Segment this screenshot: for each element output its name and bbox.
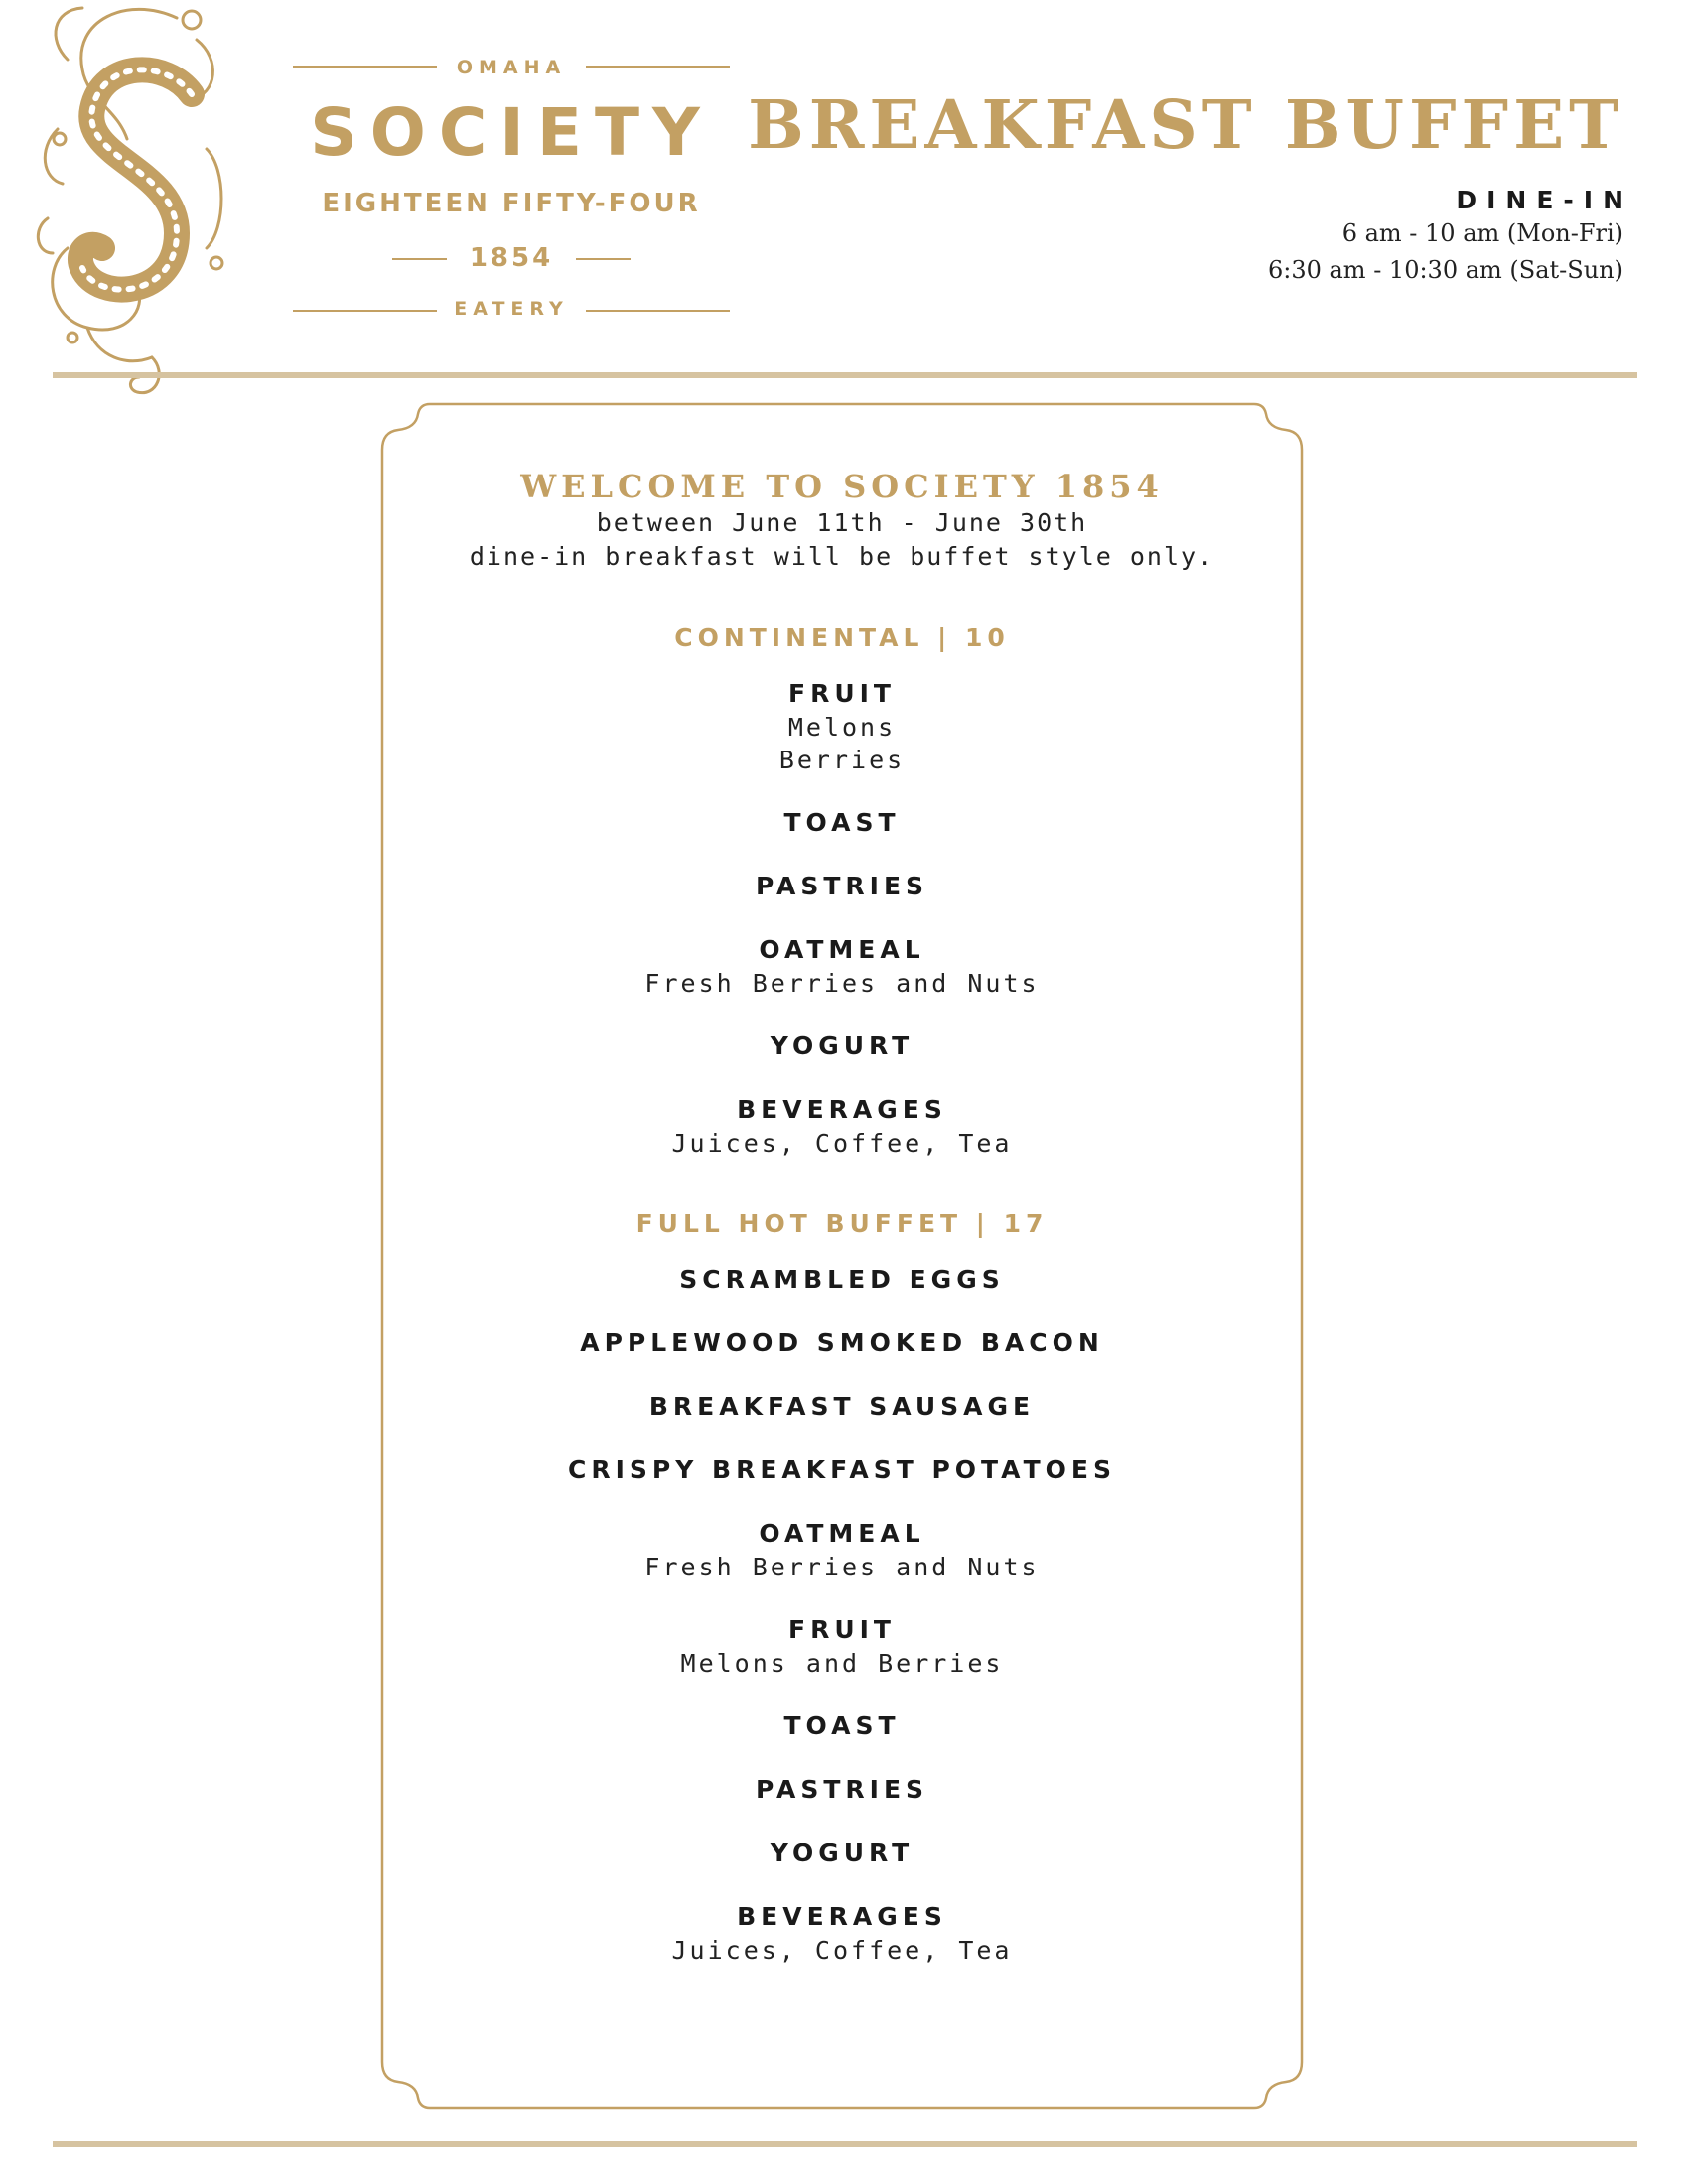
menu-item-name: APPLEWOOD SMOKED BACON [580, 1328, 1104, 1357]
menu-item [380, 1709, 1304, 1743]
welcome-line: between June 11th - June 30th [596, 508, 1088, 537]
menu-item [380, 1029, 1304, 1063]
welcome-line: dine-in breakfast will be buffet style only. [469, 542, 1215, 571]
menu-item [380, 1390, 1304, 1424]
section-title: FULL HOT BUFFET | 17 [635, 1209, 1049, 1238]
menu-item-name: BREAKFAST SAUSAGE [648, 1392, 1036, 1421]
menu-item [380, 870, 1304, 903]
menu-item-name: YOGURT [770, 1839, 914, 1867]
welcome-title: WELCOME TO SOCIETY 1854 [520, 468, 1164, 505]
menu-item [380, 1326, 1304, 1360]
logo-tagline: EIGHTEEN FIFTY-FOUR [322, 189, 701, 218]
hours-weekend: 6:30 am - 10:30 am (Sat-Sun) [1267, 256, 1623, 284]
monogram-s-logo [28, 0, 236, 407]
menu-item [380, 1263, 1304, 1297]
section-title: CONTINENTAL | 10 [674, 623, 1010, 652]
menu-item-name: FRUIT [788, 1615, 896, 1644]
menu-item [380, 1517, 1304, 1583]
logo-society: SOCIETY [310, 94, 713, 171]
menu-item-description: Juices, Coffee, Tea [671, 1129, 1013, 1158]
menu-item-name: SCRAMBLED EGGS [679, 1265, 1005, 1294]
menu-item [380, 1773, 1304, 1807]
menu-content [380, 467, 1304, 1996]
menu-item [380, 1093, 1304, 1160]
menu-item [380, 1453, 1304, 1487]
menu-item [380, 1613, 1304, 1680]
menu-item-name: FRUIT [788, 679, 896, 708]
menu-item-name: PASTRIES [755, 1775, 929, 1804]
menu-item-description: Fresh Berries and Nuts [644, 1553, 1040, 1581]
menu-item [380, 806, 1304, 840]
menu-item [380, 933, 1304, 1000]
menu-item-description: Fresh Berries and Nuts [644, 969, 1040, 998]
footer-divider [53, 2141, 1637, 2147]
menu-item-description: Juices, Coffee, Tea [671, 1936, 1013, 1965]
service-type: DINE-IN [1456, 186, 1633, 214]
menu-item-description: Melons [787, 713, 897, 742]
menu-item-name: CRISPY BREAKFAST POTATOES [568, 1455, 1116, 1484]
menu-item-name: BEVERAGES [737, 1095, 947, 1124]
menu-item-description: Berries [778, 746, 906, 774]
menu-item-name: TOAST [783, 1711, 901, 1740]
menu-section [380, 1207, 1304, 1967]
menu-item-name: BEVERAGES [737, 1902, 947, 1931]
menu-section [380, 621, 1304, 1160]
menu-item-name: YOGURT [770, 1031, 914, 1060]
menu-item [380, 1900, 1304, 1967]
menu-item-name: TOAST [783, 808, 901, 837]
header-divider [53, 372, 1637, 378]
society-logo [288, 50, 735, 338]
logo-year: 1854 [469, 243, 554, 273]
menu-item [380, 1837, 1304, 1870]
menu-item-name: OATMEAL [759, 935, 925, 964]
menu-item [380, 677, 1304, 776]
menu-title: BREAKFAST BUFFET [748, 85, 1623, 164]
menu-item-name: PASTRIES [755, 872, 929, 900]
hours-weekday: 6 am - 10 am (Mon-Fri) [1341, 219, 1623, 247]
logo-eatery: EATERY [454, 298, 569, 320]
logo-omaha: OMAHA [456, 57, 567, 78]
menu-item-name: OATMEAL [759, 1519, 925, 1548]
menu-item-description: Melons and Berries [680, 1649, 1004, 1678]
header-info [748, 84, 1633, 289]
